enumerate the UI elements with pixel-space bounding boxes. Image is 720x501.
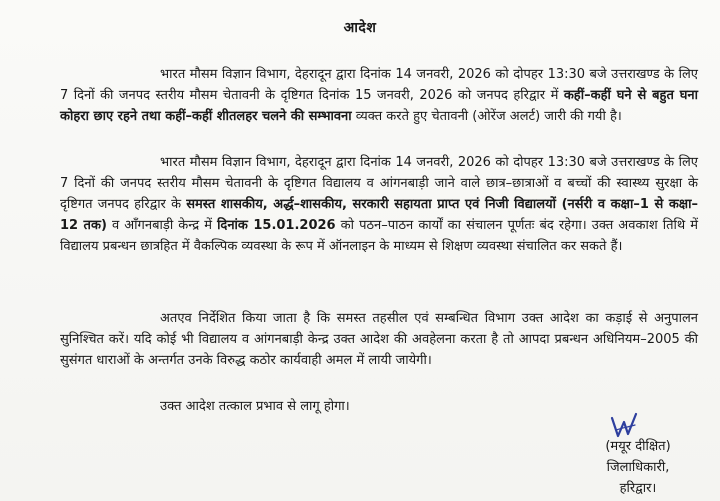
signature-block xyxy=(578,414,698,499)
paragraph-school-closure xyxy=(60,152,698,257)
paragraph-2-text-c: को पठन–पाठन कार्यों का संचालन पूर्णतः बंद रहेगा। उक्त अवकाश तिथि में विद्यालय प्रबन्धन छात्रहित में वैकल्पिक व्यवस्था के रूप में ऑनलाइन के माध्यम से शिक्षण व्यवस्था संचालित कर सकते हैं। xyxy=(60,218,699,254)
paragraph-1-text-b: व्यक्त करते हुए चेतावनी (ओरेंज अलर्ट) जारी की गयी है। xyxy=(351,109,622,124)
paragraph-weather-warning xyxy=(60,64,698,127)
paragraph-3-text: अतएव निर्देशित किया जाता है कि समस्त तहसील एवं सम्बन्धित विभाग उक्त आदेश का कड़ाई से अनुपालन सुनिश्चित करें। यदि कोई भी विद्यालय व आंगनबाड़ी केन्द्र उक्त आदेश की अवहेलना करता है तो आपदा प्रबन्धन अधिनियम–2005 की सुसंगत धाराओं के अन्तर्गत उनके विरुद्ध कठोर कार्यवाही अमल में लायी जायेगी। xyxy=(60,311,698,368)
paragraph-4-text: उक्त आदेश तत्काल प्रभाव से लागू होगा। xyxy=(160,399,350,414)
paragraph-compliance-directive xyxy=(60,308,698,371)
signatory-designation: जिलाधिकारी, xyxy=(606,460,670,475)
handwritten-signature-icon xyxy=(608,410,642,444)
signatory-name: (मयूर दीक्षित) xyxy=(605,439,671,454)
paragraph-2-bold-schools: समस्त शासकीय, अर्द्ध–शासकीय, सरकारी सहायता प्राप्त एवं निजी विद्यालयों (नर्सरी व कक्षा–1 से कक्षा–12 तक) xyxy=(60,197,698,233)
paragraph-2-bold-date: दिनांक 15.01.2026 xyxy=(217,218,336,233)
signatory-place: हरिद्वार। xyxy=(619,481,657,496)
paragraph-1-bold: कहीं–कहीं घने से बहुत घना कोहरा छाए रहने तथा कहीं–कहीं शीतलहर चलने की सम्भावना xyxy=(60,88,698,124)
order-title: आदेश xyxy=(343,20,377,36)
paragraph-1-text-a: भारत मौसम विज्ञान विभाग, देहरादून द्वारा दिनांक 14 जनवरी, 2026 को दोपहर 13:30 बजे उत्तराखण्ड के लिए 7 दिनों की जनपद स्तरीय मौसम चेतावनी के दृष्टिगत दिनांक 15 जनवरी, 2026 को जनपद हरिद्वार में xyxy=(60,67,698,103)
paragraph-2-text-b: व आँगनबाड़ी केन्द्र में xyxy=(106,218,218,233)
paragraph-2-text-a: भारत मौसम विज्ञान विभाग, देहरादून द्वारा दिनांक 14 जनवरी, 2026 को दोपहर 13:30 बजे उत्तराखण्ड के लिए 7 दिनों की जनपद स्तरीय मौसम चेतावनी के दृष्टिगत विद्यालय व आंगनबाड़ी जाने वाले छात्र–छात्राओं व बच्चों की स्वास्थ्य सुरक्षा के दृष्टिगत जनपद हरिद्वार के xyxy=(60,155,698,212)
